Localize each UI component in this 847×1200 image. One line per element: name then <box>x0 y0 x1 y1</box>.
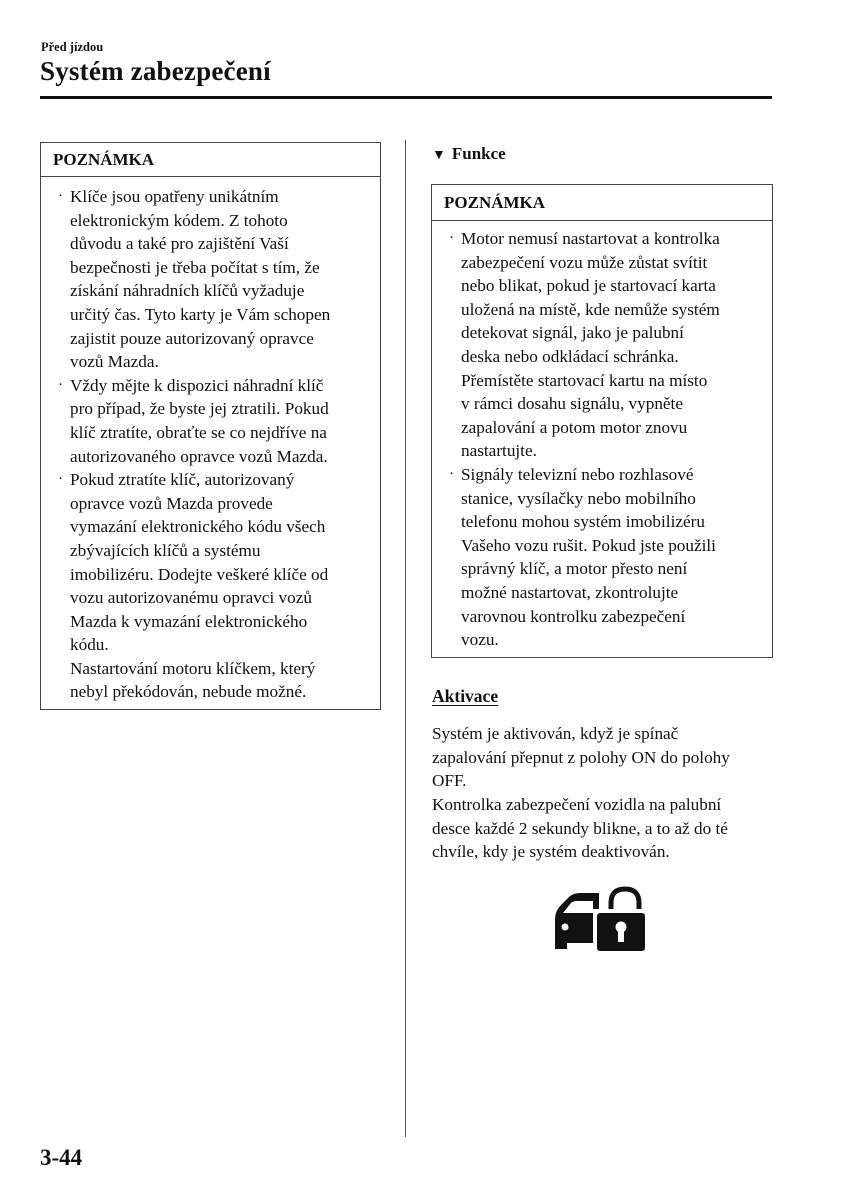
note-item-text: Pokud ztratíte klíč, autorizovaný opravce vozů Mazda provede vymazání elektronického kódu všech zbývajících klíčů a systému imobilizéru. Dodejte veškeré klíče od vozu autorizovanému opravci vozů Mazda k vymazání elektronického kódu. <box>70 470 329 655</box>
section-heading-text: Funkce <box>451 144 506 163</box>
note-continuation-text: Nastartování motoru klíčkem, který nebyl překódován, nebude možné. <box>70 658 316 702</box>
note-list-item <box>41 468 380 657</box>
note-list-item <box>41 374 380 468</box>
note-item-text: Klíče jsou opatřeny unikátním elektronickým kódem. Z tohoto důvodu a také pro zajištění Vaší bezpečnosti je třeba počítat s tím, že získání náhradních klíčů vyžaduje určitý čas. Tyto karty je Vám schopen zajistit pouze autorizovaný opravce vozů Mazda. <box>70 187 331 372</box>
note-list-item <box>41 185 380 374</box>
note-item-text: Vždy mějte k dispozici náhradní klíč pro případ, že byste jej ztratili. Pokud klíč ztratíte, obraťte se co nejdříve na autorizovaného opravce vozů Mazda. <box>70 375 329 466</box>
page-title: Systém zabezpečení <box>40 56 271 86</box>
bullet-dot: · <box>58 188 63 204</box>
security-indicator-car-lock-icon <box>553 885 648 953</box>
bullet-dot: · <box>449 465 454 482</box>
bullet-dot: · <box>58 376 63 393</box>
note-title: POZNÁMKA <box>41 143 380 177</box>
note-box-left <box>40 142 381 710</box>
header-section-label: Před jízdou <box>41 40 104 54</box>
note-list-item <box>432 463 772 652</box>
section-heading <box>432 144 506 164</box>
note-item-text: Motor nemusí nastartovat a kontrolka zabezpečení vozu může zůstat svítit nebo blikat, pokud je startovací karta uložená na místě, kde nemůže systém detekovat signál, jako je palubní deska nebo odkládací schránka. Přemístěte startovací kartu na místo v rámci dosahu signálu, vypněte zapalování a potom motor znovu nastartujte. <box>461 229 720 461</box>
note-body <box>432 221 772 652</box>
note-box-right <box>431 184 773 658</box>
note-list-item <box>432 227 772 463</box>
body-paragraph: Kontrolka zabezpečení vozidla na palubní desce každé 2 sekundy blikne, a to až do té chvíle, kdy je systém deaktivován. <box>432 795 728 862</box>
subheading-aktivace: Aktivace <box>432 686 499 706</box>
note-body <box>41 177 380 704</box>
note-title: POZNÁMKA <box>432 185 772 221</box>
bullet-dot: · <box>449 230 454 246</box>
header-rule <box>40 96 772 99</box>
page-number: 3-44 <box>40 1145 83 1170</box>
note-item-text: Signály televizní nebo rozhlasové stanice, vysílačky nebo mobilního telefonu mohou systém imobilizéru Vašeho vozu rušit. Pokud jste použili správný klíč, a motor přesto není možné nastartovat, zkontrolujte varovnou kontrolku zabezpečení vozu. <box>461 464 716 650</box>
triangle-down-icon: ▼ <box>432 148 446 163</box>
body-paragraph: Systém je aktivován, když je spínač zapalování přepnut z polohy ON do polohy OFF. <box>432 724 730 791</box>
column-divider <box>405 140 406 1137</box>
bullet-dot: · <box>58 471 63 488</box>
